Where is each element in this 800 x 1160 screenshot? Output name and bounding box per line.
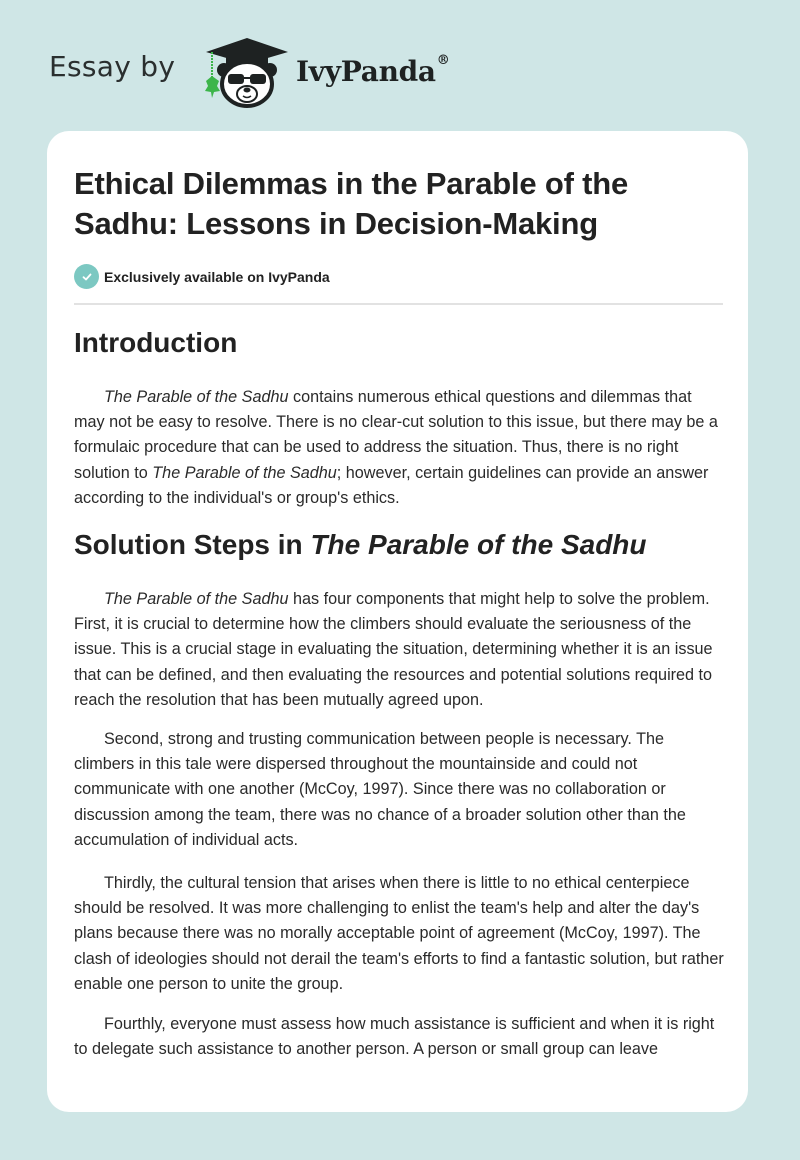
italic-title: The Parable of the Sadhu — [104, 590, 289, 608]
paragraph-text: has four components that might help to solve the problem. First, it is crucial to determine how the climbers should evaluate the seriousness of the issue. This is a crucial stage in evaluating the situation, determining whether it is an issue that can be defined, and then evaluating the resources and potential solutions required to reach the resolution that has been mutually agreed upon. — [74, 590, 713, 709]
paragraph-intro — [74, 385, 726, 511]
paragraph-second-step: Second, strong and trusting communication between people is necessary. The climbers in this tale were dispersed throughout the mountainside and could not communicate with one another (McCoy, 1997). Since there was no collaboration or discussion among the team, there was no chance of a broader solution other than the accumulation of individual acts. — [74, 730, 686, 849]
title-divider — [74, 303, 723, 305]
exclusive-badge — [74, 264, 330, 289]
check-circle-icon — [74, 264, 99, 289]
heading-italic: The Parable of the Sadhu — [310, 529, 647, 560]
page-title: Ethical Dilemmas in the Parable of the Sadhu: Lessons in Decision-Making — [74, 166, 629, 241]
site-header — [0, 0, 800, 130]
essay-by-label: Essay by — [49, 50, 176, 83]
section-heading-introduction: Introduction — [74, 327, 238, 358]
italic-title: The Parable of the Sadhu — [152, 463, 337, 482]
essay-card — [47, 131, 748, 1112]
exclusive-badge-text: Exclusively available on IvyPanda — [104, 268, 330, 285]
section-heading-solution-steps — [74, 528, 647, 562]
brand-logo-text[interactable] — [296, 55, 449, 88]
registered-mark: ® — [436, 53, 450, 68]
paragraph-fourth-step: Fourthly, everyone must assess how much assistance is sufficient and when it is right to delegate such assistance to another person. A person or small group can leave — [74, 1015, 715, 1059]
paragraph-first-step — [74, 587, 726, 713]
italic-title: The Parable of the Sadhu — [104, 388, 289, 406]
paragraph-text: contains numerous ethical questions and dilemmas that may not be easy to resolve. There is no clear-cut solution to this issue, but there may be a formulaic procedure that can be used to address the situation. Thus, there is no right solution to — [74, 388, 718, 482]
heading-plain: Solution Steps in — [74, 529, 311, 560]
paragraph-third-step: Thirdly, the cultural tension that arises when there is little to no ethical centerpiece should be resolved. It was more challenging to enlist the team's help and alter the day's plans because there was no morally acceptable point of agreement (McCoy, 1997). The clash of ideologies should not derail the team's efforts to find a fantastic solution, but rather enable one person to unite the group. — [74, 874, 724, 993]
panda-graduation-cap-icon[interactable] — [202, 34, 292, 109]
paragraph-text: ; however, certain guidelines can provide an answer according to the individual's or group's ethics. — [74, 463, 709, 507]
brand-name: IvyPanda — [296, 55, 436, 88]
